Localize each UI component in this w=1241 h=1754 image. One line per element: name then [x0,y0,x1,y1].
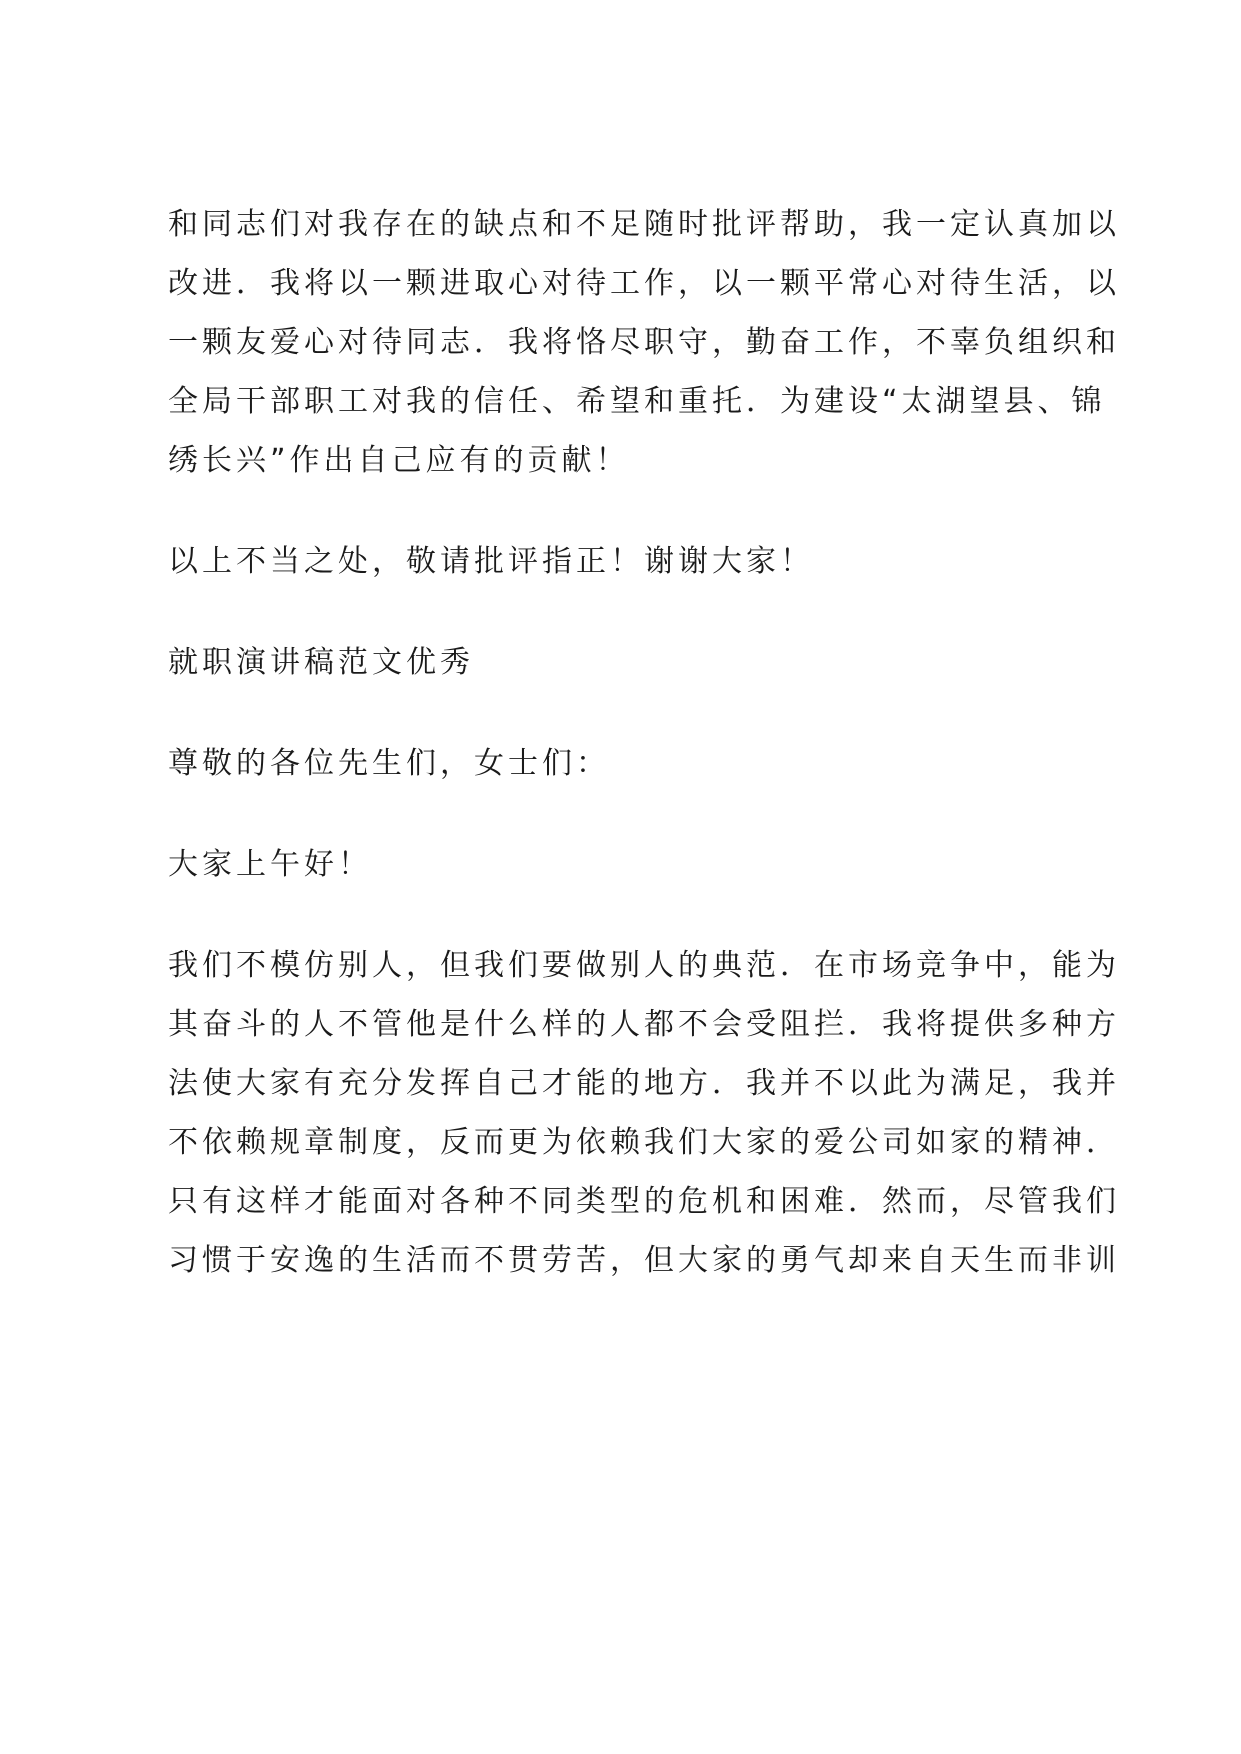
paragraph-line: 绣长兴”作出自己应有的贡献！ [168,443,630,478]
paragraph-line: 和同志们对我存在的缺点和不足随时批评帮助，我一定认真加以 [168,207,1120,242]
paragraph-line: 其奋斗的人不管他是什么样的人都不会受阻拦．我将提供多种方 [168,1007,1120,1042]
paragraph-line: 全局干部职工对我的信任、希望和重托．为建设“太湖望县、锦 [168,384,1106,419]
paragraph-line: 不依赖规章制度，反而更为依赖我们大家的爱公司如家的精神． [168,1125,1120,1160]
paragraph-line: 我们不模仿别人，但我们要做别人的典范．在市场竞争中，能为 [168,948,1120,983]
paragraph-line: 习惯于安逸的生活而不贯劳苦，但大家的勇气却来自天生而非训 [168,1243,1120,1278]
paragraph-line: 只有这样才能面对各种不同类型的危机和困难．然而，尽管我们 [168,1184,1120,1219]
salutation: 尊敬的各位先生们，女士们： [168,746,610,781]
closing-paragraph: 以上不当之处，敬请批评指正！谢谢大家！ [168,544,814,579]
paragraph-line: 一颗友爱心对待同志．我将恪尽职守，勤奋工作，不辜负组织和 [168,325,1120,360]
speech-title: 就职演讲稿范文优秀 [168,645,474,680]
greeting: 大家上午好！ [168,847,372,882]
paragraph-line: 改进．我将以一颗进取心对待工作，以一颗平常心对待生活，以 [168,266,1120,301]
paragraph-line: 法使大家有充分发挥自己才能的地方．我并不以此为满足，我并 [168,1066,1120,1101]
